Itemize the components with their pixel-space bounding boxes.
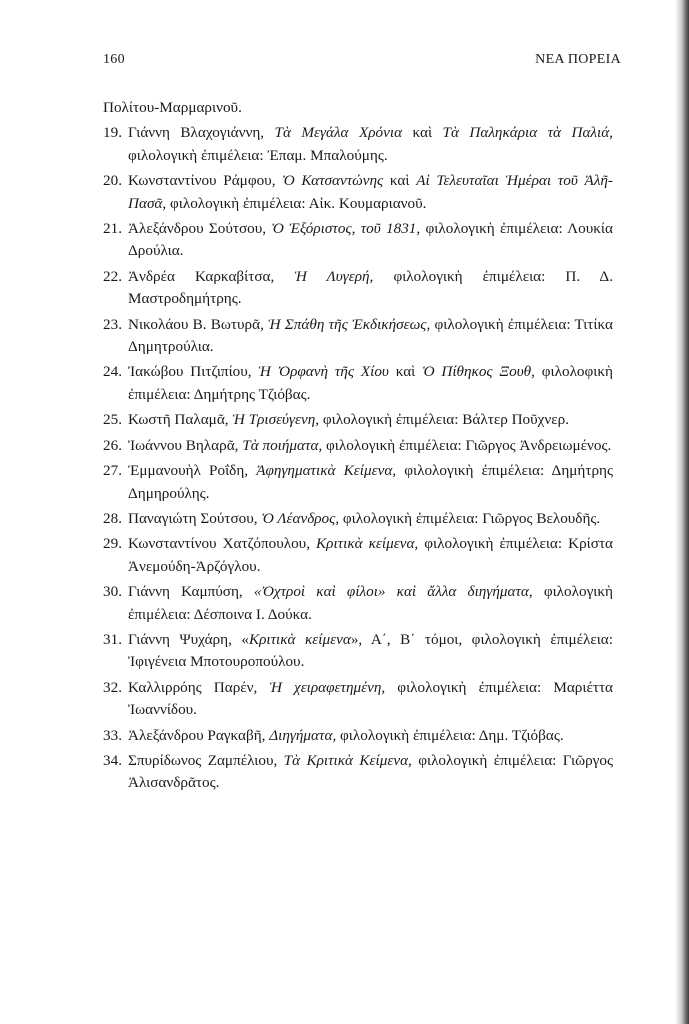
entry-author: Ἀλεξάνδρου Ραγκαβῆ, xyxy=(128,726,270,744)
entry-title: Τὰ Κριτικὰ Κείμενα, xyxy=(283,751,412,769)
entry-number: 24. xyxy=(103,363,122,381)
page-header xyxy=(103,52,621,68)
list-item xyxy=(103,725,613,747)
entry-author: Νικολάου Β. Βωτυρᾶ, xyxy=(128,315,269,333)
entry-number: 31. xyxy=(103,630,122,648)
entry-title-second: Αἱ Τελευταῖαι Ἡμέραι τοῦ Ἀλῆ-Πασᾶ, xyxy=(128,172,613,212)
entry-title: «Ὀχτροὶ καὶ φίλοι» καὶ ἄλλα διηγήματα, xyxy=(253,583,533,601)
entry-title: Ἡ χειραφετημένη, xyxy=(269,678,386,696)
entry-title: Ἀφηγηματικὰ Κείμενα, xyxy=(256,462,397,480)
list-item xyxy=(103,218,613,263)
list-item xyxy=(103,435,613,457)
entry-title: Κριτικὰ κείμενα xyxy=(248,630,351,648)
entry-editor: φιλολογικὴ ἐπιμέλεια: Π. Δ. Μαστροδημήτρης. xyxy=(128,267,613,308)
entry-title: Τὰ ποιήματα, xyxy=(242,436,323,454)
entry-title: Ἡ Τρισεύγενη, xyxy=(232,411,320,429)
entry-title: Ἡ Σπάθη τῆς Ἐκδικήσεως, xyxy=(268,315,431,333)
entry-number: 26. xyxy=(103,436,122,454)
entry-editor: φιλολογικὴ ἐπιμέλεια: Αἰκ. Κουμαριανοῦ. xyxy=(166,194,427,212)
list-item xyxy=(103,460,613,505)
entry-title: Τὰ Μεγάλα Χρόνια xyxy=(274,124,403,142)
entry-title-second: Τὰ Παληκάρια τὰ Παλιά, xyxy=(442,124,613,142)
entry-number: 25. xyxy=(103,411,122,429)
list-item xyxy=(103,314,613,359)
entry-editor: φιλολογικὴ ἐπιμέλεια: Γιῶργος Ἀλισανδρᾶτος. xyxy=(128,751,613,792)
entry-editor: φιλολογικὴ ἐπιμέλεια: Βάλτερ Ποῦχνερ. xyxy=(319,411,570,429)
entry-author: Γιάννη Ψυχάρη, « xyxy=(128,630,249,648)
entry-editor: φιλολογικὴ ἐπιμέλεια: Τιτίκα Δημητρούλια. xyxy=(128,315,613,356)
list-item xyxy=(103,750,613,795)
entries-container xyxy=(103,122,613,794)
entry-number: 34. xyxy=(103,751,122,769)
entry-author: Γιάννη Καμπύση, xyxy=(128,583,254,601)
list-item xyxy=(103,533,613,578)
entry-editor: φιλολογικὴ ἐπιμέλεια: Ἰφιγένεια Μποτουροπούλου. xyxy=(128,630,613,671)
entry-author: Παναγιώτη Σούτσου, xyxy=(128,509,262,527)
entry-author: Ἀνδρέα Καρκαβίτσα, xyxy=(128,267,295,285)
entry-title: Ὁ Κατσαντώνης xyxy=(282,172,384,190)
entry-number: 20. xyxy=(103,172,122,190)
entry-author: Κωνσταντίνου Ράμφου, xyxy=(128,172,283,190)
entry-author: Κωνσταντίνου Χατζόπουλου, xyxy=(128,535,317,553)
entry-editor: φιλολογικὴ ἐπιμέλεια: Δημήτρης Δημηρούλης. xyxy=(128,462,613,502)
entry-editor: φιλολογικὴ ἐπιμέλεια: Λουκία Δρούλια. xyxy=(128,220,613,260)
entry-number: 29. xyxy=(103,535,122,553)
entry-number: 19. xyxy=(103,124,122,142)
entry-connector: καὶ xyxy=(383,172,417,190)
entry-number: 23. xyxy=(103,315,122,333)
entry-connector: », Α΄, Β΄ τόμοι, xyxy=(350,630,463,648)
entry-title: Ὁ Ἐξόριστος, τοῦ 1831, xyxy=(271,220,421,238)
entry-author: Ἀλεξάνδρου Σούτσου, xyxy=(128,220,272,238)
running-title: ΝΕΑ ΠΟΡΕΙΑ xyxy=(535,52,621,67)
entry-connector: καὶ xyxy=(402,124,443,142)
entry-author: Καλλιρρόης Παρέν, xyxy=(128,678,270,696)
scan-edge-shadow xyxy=(675,0,689,1024)
entry-title: Ἡ Λυγερή, xyxy=(294,267,374,285)
entry-title: Διηγήματα, xyxy=(269,726,337,744)
list-item xyxy=(103,170,613,215)
list-item xyxy=(103,677,613,722)
entry-number: 30. xyxy=(103,583,122,601)
entry-author: Ἰωάννου Βηλαρᾶ, xyxy=(128,436,243,454)
entry-title-second: Ὁ Πίθηκος Ξουθ, xyxy=(422,363,535,381)
entry-author: Ἰακώβου Πιτζιπίου, xyxy=(128,363,259,381)
entry-author: Κωστῆ Παλαμᾶ, xyxy=(128,411,233,429)
entry-number: 33. xyxy=(103,726,122,744)
entry-number: 21. xyxy=(103,220,122,238)
entry-number: 27. xyxy=(103,462,122,480)
entry-editor: φιλολογικὴ ἐπιμέλεια: Μαριέττα Ἰωαννίδου. xyxy=(128,678,613,719)
entry-title: Κριτικὰ κείμενα, xyxy=(316,535,419,553)
entry-editor: φιλολογικὴ ἐπιμέλεια: Δέσποινα Ι. Δούκα. xyxy=(128,583,613,623)
continuation-line: Πολίτου-Μαρμαρινοῦ. xyxy=(103,99,242,116)
list-item xyxy=(103,409,613,431)
entry-number: 28. xyxy=(103,509,122,527)
bibliography-list xyxy=(103,97,613,798)
entry-author: Γιάννη Βλαχογιάννη, xyxy=(128,124,275,142)
entry-title: Ὁ Λέανδρος, xyxy=(261,509,340,527)
list-item xyxy=(103,508,613,530)
entry-editor: φιλολογικὴ ἐπιμέλεια: Κρίστα Ἀνεμούδη-Ἀρζόγλου. xyxy=(128,535,614,575)
list-item xyxy=(103,581,613,626)
list-item xyxy=(103,122,613,167)
entry-connector: καὶ xyxy=(388,363,423,381)
entry-editor: φιλολογικὴ ἐπιμέλεια: Γιῶργος Ἀνδρειωμένος. xyxy=(322,436,612,454)
entry-editor: φιλολογικὴ ἐπιμέλεια: Γιῶργος Βελουδῆς. xyxy=(339,509,601,527)
list-item xyxy=(103,266,613,311)
list-item xyxy=(103,629,613,674)
entry-editor: φιλολογικὴ ἐπιμέλεια: Ἐπαμ. Μπαλούμης. xyxy=(128,146,388,164)
entry-author: Ἐμμανουὴλ Ροΐδη, xyxy=(128,462,257,480)
entry-author: Σπυρίδωνος Ζαμπέλιου, xyxy=(128,751,284,769)
list-item xyxy=(103,361,613,406)
page-number: 160 xyxy=(103,52,125,67)
entry-number: 22. xyxy=(103,267,122,285)
entry-editor: φιλολογικὴ ἐπιμέλεια: Δημ. Τζιόβας. xyxy=(336,726,564,744)
entry-title: Ἡ Ὀρφανὴ τῆς Χίου xyxy=(258,363,389,381)
entry-number: 32. xyxy=(103,678,122,696)
entry-editor: φιλολοφικὴ ἐπιμέλεια: Δημήτρης Τζιόβας. xyxy=(128,363,613,403)
